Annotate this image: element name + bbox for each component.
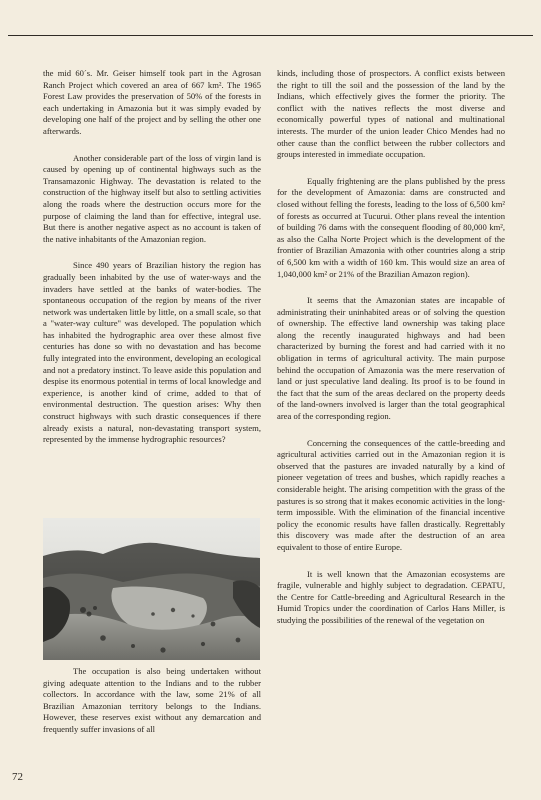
right-paragraph-5: It is well known that the Amazonian ecosystems are fragile, vulnerable and highly subject to degradation. CEPATU, the Centre for Cattle-breeding and Agricultural Research in the Humid Tropics under the coordination of Carlos Hans Miller, is studying the possibilities of the renewal of the vegetation on: [277, 568, 505, 625]
right-column: [277, 68, 505, 642]
left-paragraph-4: The occupation is also being undertaken without giving adequate attention to the Indians and to the rubber collectors. In accordance with the law, some 21% of all Brazilian Amazonian territory belongs to the Indians. However, these reserves exist without any demarcation and frequently suffer invasions of all: [43, 666, 261, 734]
landscape-photo-image: [43, 518, 260, 660]
right-paragraph-2: Equally frightening are the plans published by the press for the development of Amazonia: dams are constructed and closed without felling the forests, leading to the loss of 6,500 km² of forests as occurred at Tucurui. Other plans reveal the intention of building 76 dams with the consequent flooding of 80,000 km², as also the Calha Norte Project which is the development of the frontier of Brazilian Amazonia with other countries along a strip of 6,500 km with a width of 160 km. This would size an area of 1,040,000 km² or 21% of the Brazilian Amazon region).: [277, 175, 505, 279]
top-rule: [8, 35, 533, 36]
left-paragraph-3: Since 490 years of Brazilian history the region has gradually been inhabited by the use of water-ways and the invaders have settled at the banks of water-bodies. The spontaneous occupation of the region by means of the river network was undertaken little by little, on a small scale, so that a "water-way culture" was developed. The population which has inhabited the hydrographic area over these almost five centuries has done so with no devastation and has become fully integrated into the environment, developing an ecological and not a predatory instinct. To leave aside this population and despise its enormous potential in terms of local knowledge and experience, is another kind of crime, added to that of environmental destruction. The question arises: Why then construct highways with such drastic consequences if there already exists a natural, non-devastating transport system, represented by the immense hydrographic resources?: [43, 260, 261, 445]
left-paragraph-2: Another considerable part of the loss of virgin land is caused by opening up of continental highways such as the Transamazonic Highway. The devastation is related to the construction of the highway itself but also to settling activities along the roads where the destruction occurs more for the purpose of claiming the land than for effective, integral use. But there is another negative aspect as no account is taken of the native inhabitants of the Amazonian region.: [43, 152, 261, 244]
landscape-photo: [43, 518, 260, 660]
left-column: [43, 68, 261, 461]
right-paragraph-1: kinds, including those of prospectors. A conflict exists between the right to till the soil and the possession of the land by the Indians, which effectively gives the former the priority. The conflict with the natives reflects the most diverse and economically powerful types of national and multinational interests. The murder of the union leader Chico Mendes had no other cause than the conflict between the rubber collectors and groups interested in immediate occupation.: [277, 68, 505, 160]
left-column-bottom: [43, 666, 261, 751]
right-paragraph-3: It seems that the Amazonian states are incapable of administrating their uninhabited areas or of solving the question of ownership. The effective land ownership was taking place along the recently inaugurated highways and had been characterized by burning the forest and had carried with it no obligation in terms of agricultural activity. The main purpose behind the occupation of Amazonia was the mere reservation of land or just speculative land dealing. Its proof is to be found in the fact that the sum of the areas declared on the property deeds of the land-owners involved is larger than the total geographical area of the corresponding region.: [277, 295, 505, 422]
left-paragraph-1: the mid 60´s. Mr. Geiser himself took part in the Agrosan Ranch Project which covered an area of 667 km². The 1965 Forest Law provides the preservation of 50% of the forests in each undertaking in Amazonia but it was simply evaded by developing one half of the project and by selling the other one afterwards.: [43, 68, 261, 136]
page-number: 72: [12, 771, 23, 783]
right-paragraph-4: Concerning the consequences of the cattle-breeding and agricultural activities carried out in the Amazonian region it is observed that the pastures are invaded naturally by a kind of pioneer vegetation of trees and bushes, which rapidly reaches a considerable height. The arising competition with the grass of the pastures is so strong that it makes economic activities in the long-term impossible. With the elimination of the financial incentive policy the economic results have fallen drastically. Regrettably this discovery was made after the destruction of an area equivalent to those of entire Europe.: [277, 437, 505, 552]
